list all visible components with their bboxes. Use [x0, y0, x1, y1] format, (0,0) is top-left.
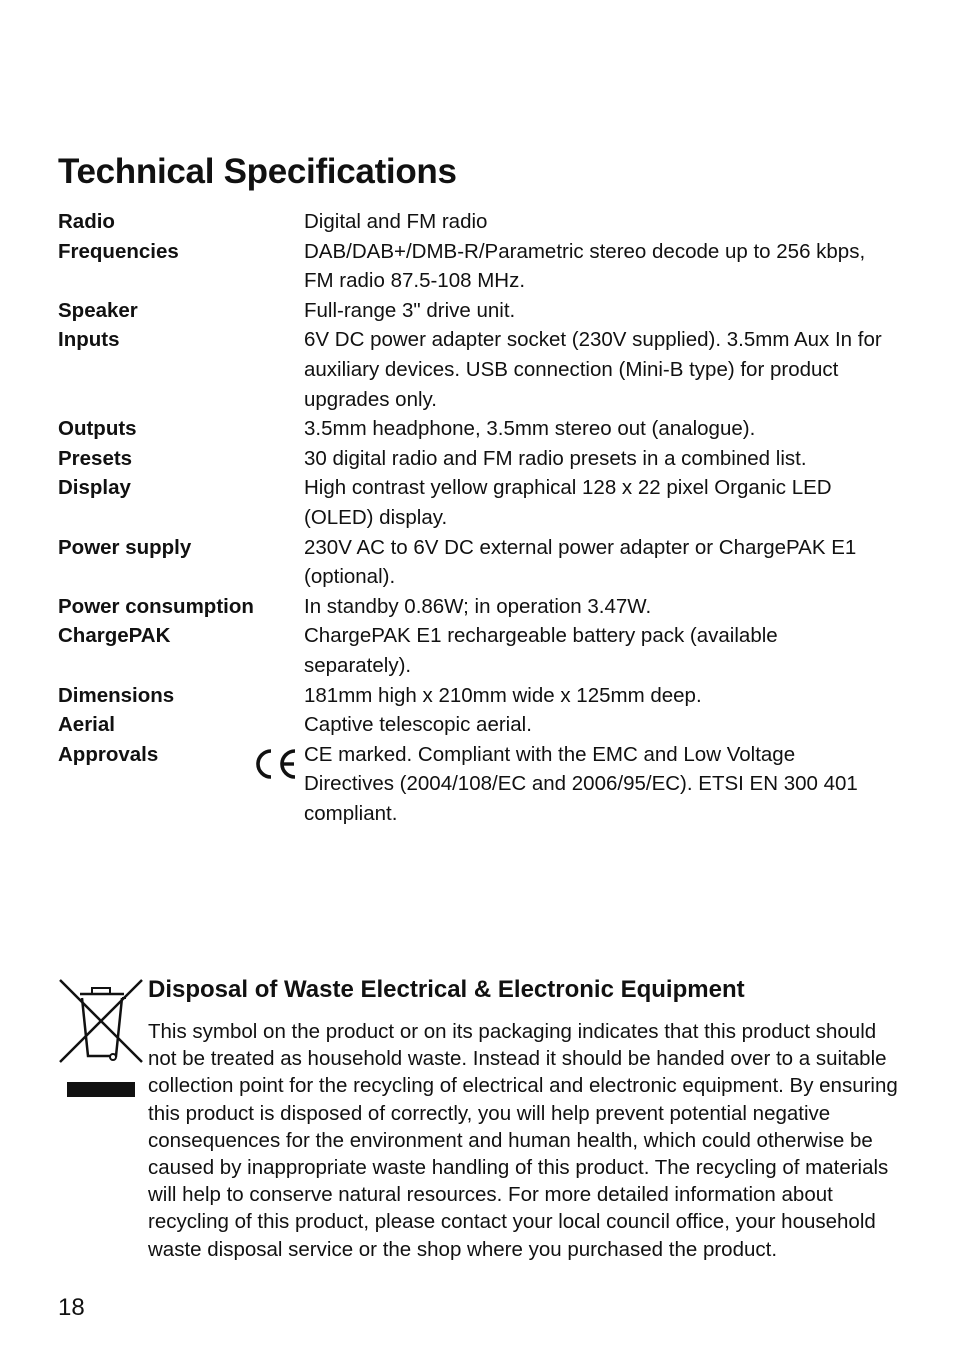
- spec-label: Display: [58, 476, 131, 500]
- spec-value: DAB/DAB+/DMB-R/Parametric stereo decode up to 256 kbps, FM radio 87.5-108 MHz.: [304, 239, 866, 293]
- spec-value: 6V DC power adapter socket (230V supplied). 3.5mm Aux In for auxiliary devices. USB connection (Mini-B type) for product upgrades only.: [304, 328, 882, 411]
- spec-value: In standby 0.86W; in operation 3.47W.: [304, 594, 652, 618]
- spec-row-display: [58, 473, 888, 532]
- spec-row-power-consumption: [58, 592, 888, 622]
- spec-row-chargepak: [58, 621, 888, 680]
- spec-value: 230V AC to 6V DC external power adapter or ChargePAK E1 (optional).: [304, 535, 857, 589]
- spec-label: Frequencies: [58, 239, 179, 263]
- disposal-paragraph: This symbol on the product or on its packaging indicates that this product should not be treated as household waste. Instead it should be handed over to a suitable collection point for the recycling of electrical and electronic equipment. By ensuring this product is disposed of correctly, you will help prevent potential negative consequences for the environment and human health, which could otherwise be caused by inappropriate waste handling of this product. The recycling of materials will help to conserve natural resources. For more detailed information about recycling of this product, please contact your local council office, your household waste disposal service or the shop where you purchased the product.: [148, 1020, 898, 1261]
- spec-row-presets: [58, 444, 888, 474]
- spec-row-inputs: [58, 325, 888, 414]
- crossed-out-wheelie-bin-icon: [58, 976, 144, 1100]
- spec-label: Outputs: [58, 417, 137, 441]
- ce-mark-icon: [252, 746, 298, 782]
- spec-row-approvals: [58, 740, 888, 829]
- spec-label: Dimensions: [58, 683, 175, 707]
- page-number: 18: [58, 1294, 85, 1321]
- spec-label: Presets: [58, 446, 133, 470]
- disposal-heading: Disposal of Waste Electrical & Electronic Equipment: [148, 976, 745, 1003]
- spec-table: [58, 207, 888, 828]
- spec-label: Radio: [58, 210, 115, 233]
- spec-label: Inputs: [58, 328, 120, 352]
- spec-row-speaker: [58, 296, 888, 326]
- spec-label: ChargePAK: [58, 624, 171, 648]
- spec-value: 30 digital radio and FM radio presets in a combined list.: [304, 446, 807, 470]
- spec-value: 3.5mm headphone, 3.5mm stereo out (analogue).: [304, 417, 756, 441]
- spec-label: Aerial: [58, 713, 115, 737]
- spec-label: Power consumption: [58, 594, 254, 618]
- spec-value: Full-range 3" drive unit.: [304, 298, 516, 322]
- page-title: Technical Specifications: [58, 152, 457, 191]
- spec-value: High contrast yellow graphical 128 x 22 pixel Organic LED (OLED) display.: [304, 476, 832, 529]
- spec-row-frequencies: [58, 237, 888, 296]
- spec-value: 181mm high x 210mm wide x 125mm deep.: [304, 683, 702, 707]
- spec-label: Power supply: [58, 535, 192, 559]
- spec-row-radio: [58, 207, 888, 237]
- spec-row-aerial: [58, 710, 888, 740]
- spec-label: Approvals: [58, 742, 159, 766]
- spec-row-power-supply: [58, 533, 888, 592]
- spec-value: CE marked. Compliant with the EMC and Low Voltage Directives (2004/108/EC and 2006/95/EC). ETSI EN 300 401 compliant.: [304, 742, 858, 825]
- spec-value: ChargePAK E1 rechargeable battery pack (available separately).: [304, 624, 778, 677]
- spec-value: Digital and FM radio: [304, 210, 488, 233]
- spec-row-dimensions: [58, 681, 888, 711]
- spec-value: Captive telescopic aerial.: [304, 713, 532, 737]
- spec-label: Speaker: [58, 298, 138, 322]
- spec-row-outputs: [58, 414, 888, 444]
